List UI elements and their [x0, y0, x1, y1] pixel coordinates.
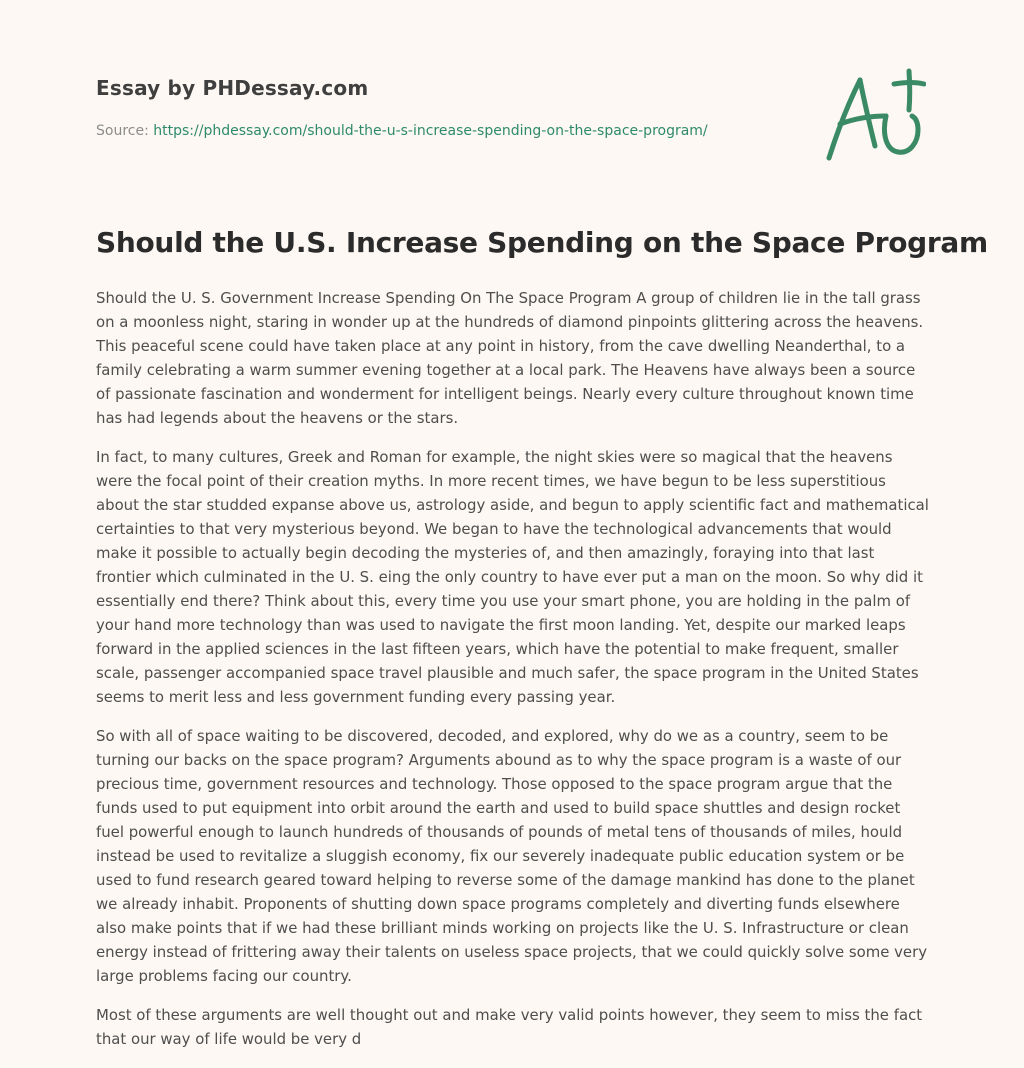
source-link[interactable]: https://phdessay.com/should-the-u-s-increase-spending-on-the-space-program/ [153, 123, 708, 139]
page-header [96, 76, 796, 139]
essay-body [96, 286, 930, 1066]
essay-title: Should the U.S. Increase Spending on the Space Program [96, 226, 988, 259]
source-label: Source: [96, 123, 149, 139]
source-line [96, 123, 796, 139]
essay-paragraph: In fact, to many cultures, Greek and Roman for example, the night skies were so magical that the heavens were the focal point of their creation myths. In more recent times, we have begun to be less superstitious about the star studded expanse above us, astrology aside, and begun to apply scientific fact and mathematical certainties to that very mysterious beyond. We began to have the technological advancements that would make it possible to actually begin decoding the mysteries of, and then amazingly, foraying into that last frontier which culminated in the U. S. eing the only country to have ever put a man on the moon. So why did it essentially end there? Think about this, every time you use your smart phone, you are holding in the palm of your hand more technology than was used to navigate the first moon landing. Yet, despite our marked leaps forward in the applied sciences in the last fifteen years, which have the potential to make frequent, smaller scale, passenger accompanied space travel plausible and much safer, the space program in the United States seems to merit less and less government funding every passing year. [96, 448, 929, 706]
essay-paragraph: Should the U. S. Government Increase Spending On The Space Program A group of children lie in the tall grass on a moonless night, staring in wonder up at the hundreds of diamond pinpoints glittering across the heavens. This peaceful scene could have taken place at any point in history, from the cave dwelling Neanderthal, to a family celebrating a warm summer evening together at a local park. The Heavens have always been a source of passionate fascination and wonderment for intelligent beings. Nearly every culture throughout known time has had legends about the heavens or the stars. [96, 289, 924, 427]
a-plus-grade-icon [822, 68, 926, 164]
essay-paragraph: Most of these arguments are well thought out and make very valid points however, they seem to miss the fact that our way of life would be very d [96, 1006, 923, 1048]
site-title: Essay by PHDessay.com [96, 76, 369, 100]
essay-paragraph: So with all of space waiting to be discovered, decoded, and explored, why do we as a country, seem to be turning our backs on the space program? Arguments abound as to why the space program is a waste of our precious time, government resources and technology. Those opposed to the space program argue that the funds used to put equipment into orbit around the earth and used to build space shuttles and design rocket fuel powerful enough to launch hundreds of thousands of pounds of metal tens of thousands of miles, hould instead be used to revitalize a sluggish economy, fix our severely inadequate public education system or be used to fund research geared toward helping to reverse some of the damage mankind has done to the planet we already inhabit. Proponents of shutting down space programs completely and diverting funds elsewhere also make points that if we had these brilliant minds working on projects like the U. S. Infrastructure or clean energy instead of frittering away their talents on useless space projects, that we could quickly solve some very large problems facing our country. [96, 727, 928, 985]
